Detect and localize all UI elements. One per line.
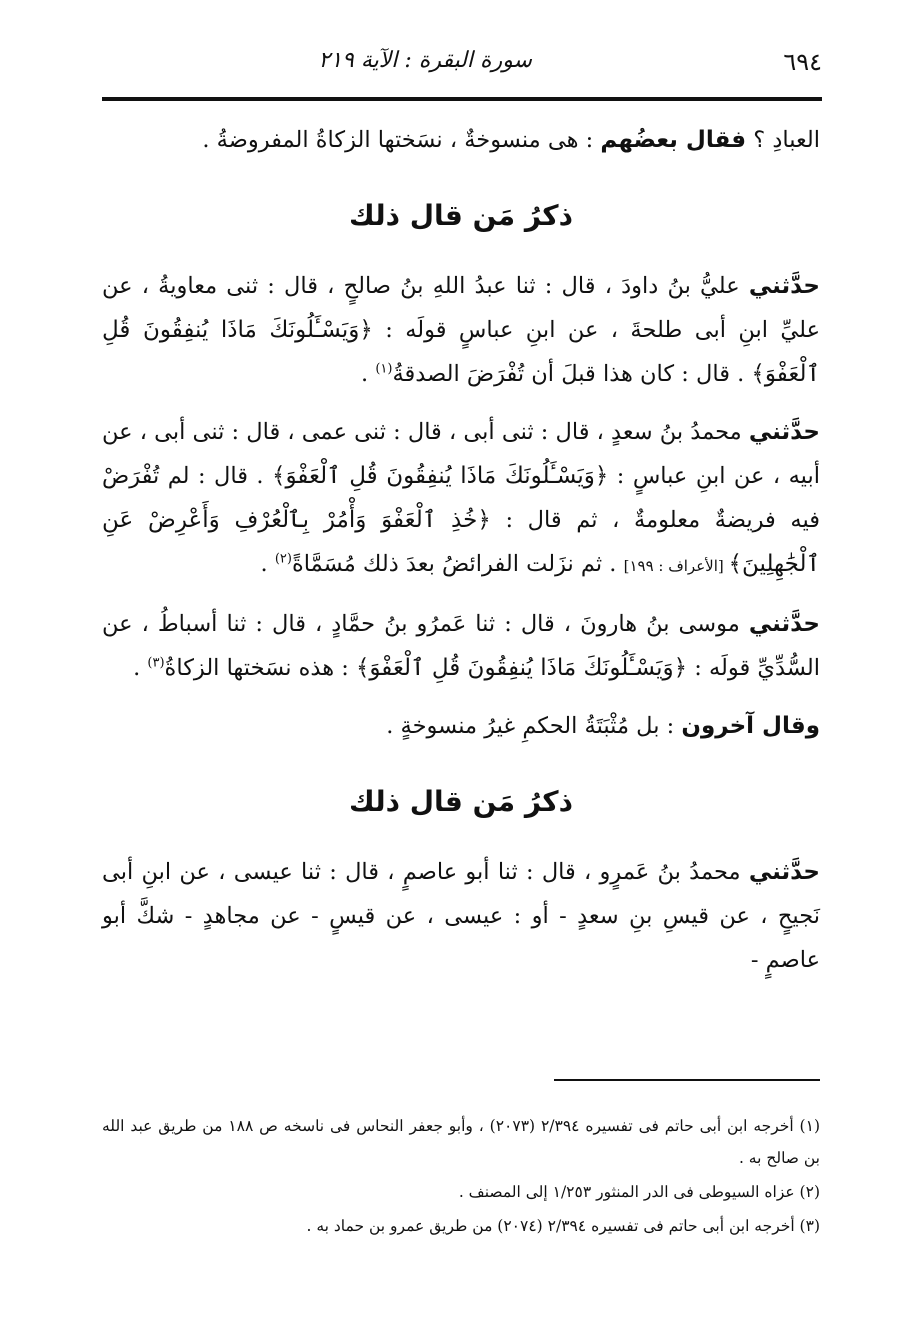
text-run: . — [133, 655, 148, 681]
text-run: . ثم نزَلت الفرائضُ بعدَ ذلك مُسَمَّاةً — [291, 551, 624, 577]
footnote-marker: (٢) — [274, 551, 292, 567]
footnote-rule — [554, 1079, 820, 1081]
main-text — [102, 118, 820, 982]
footnote-marker: (٣) — [147, 655, 165, 671]
section-heading: ذكرُ مَن قال ذلك — [349, 199, 573, 232]
text-run: : هى منسوخةٌ ، نسَختها الزكاةُ المفروضةُ . — [202, 127, 601, 153]
quran-quote: ﴿وَيَسْـَٔلُونَكَ مَاذَا يُنفِقُونَ قُلِ ٱلْعَفْوَ﴾ — [102, 317, 820, 387]
lead-phrase: حدَّثني — [748, 611, 820, 637]
text-run: محمدُ بنُ سعدٍ ، قال : ثنى أبى ، قال : ثنى عمى ، قال : ثنى أبى ، عن أبيه ، عن ابنِ عباسٍ : — [102, 419, 820, 489]
footnotes — [102, 1110, 820, 1242]
footnote-1: (١) أخرجه ابن أبى حاتم فى تفسيره ٢/٣٩٤ (٢٠٧٣) ، وأبو جعفر النحاس فى ناسخه ص ١٨٨ من طريق عبد الله بن صالح به . — [102, 1117, 820, 1167]
header-rule — [102, 97, 822, 101]
text-run: . — [260, 551, 275, 577]
lead-phrase: حدَّثني — [748, 859, 820, 885]
text-run: . قال : كان هذا قبلَ أن تُفْرَضَ الصدقةُ — [392, 361, 752, 387]
lead-phrase: فقال بعضُهم — [600, 127, 747, 153]
quran-quote: ﴿وَيَسْـَٔلُونَكَ مَاذَا يُنفِقُونَ قُلِ ٱلْعَفْوَ﴾ — [272, 463, 609, 489]
page-number: ٦٩٤ — [783, 48, 822, 76]
quran-quote: ﴿خُذِ ٱلْعَفْوَ وَأْمُرْ بِٱلْعُرْفِ وَأَعْرِضْ عَنِ ٱلْجَٰهِلِينَ﴾ — [102, 507, 820, 577]
paragraph-hadith-4 — [102, 850, 820, 982]
section-heading: ذكرُ مَن قال ذلك — [349, 785, 573, 818]
text-run: . قال : لم تُفْرَضْ فيه فريضةٌ معلومةٌ ، ثم قال : — [102, 463, 821, 533]
lead-phrase: حدَّثني — [748, 273, 820, 299]
running-title: سورة البقرة : الآية ٢١٩ — [318, 48, 532, 73]
footnote-2: (٢) عزاه السيوطى فى الدر المنثور ١/٢٥٣ إلى المصنف . — [458, 1183, 820, 1201]
paragraph-hadith-1 — [102, 264, 820, 396]
paragraph-hadith-3 — [102, 602, 820, 690]
lead-phrase: حدَّثني — [748, 419, 820, 445]
quran-quote: ﴿وَيَسْـَٔلُونَكَ مَاذَا يُنفِقُونَ قُلِ ٱلْعَفْوَ﴾ — [355, 655, 688, 681]
text-run: : هذه نسَختها الزكاةُ — [164, 655, 356, 681]
verse-reference: [الأعراف : ١٩٩] — [623, 557, 729, 575]
paragraph-hadith-2 — [102, 410, 820, 588]
paragraph-intro — [102, 118, 820, 162]
paragraph-others — [102, 704, 820, 748]
text-run: : بل مُثْبَتَةُ الحكمِ غيرُ منسوخةٍ . — [386, 713, 682, 739]
footnote-3: (٣) أخرجه ابن أبى حاتم فى تفسيره ٢/٣٩٤ (٢٠٧٤) من طريق عمرو بن حماد به . — [306, 1217, 820, 1235]
text-run: موسى بنُ هارونَ ، قال : ثنا عَمرُو بنُ حمَّادٍ ، قال : ثنا أسباطُ ، عن السُّدِّيِّ قولَه : — [102, 611, 820, 681]
footnote-marker: (١) — [375, 361, 393, 377]
lead-phrase: وقال آخرون — [681, 713, 820, 739]
page-header — [102, 40, 822, 90]
text-run: عليُّ بنُ داودَ ، قال : ثنا عبدُ اللهِ بنُ صالحٍ ، قال : ثنى معاويةُ ، عن عليِّ ابنِ أبى طلحةَ ، عن ابنِ عباسٍ قولَه : — [102, 273, 820, 343]
text-run: محمدُ بنُ عَمرٍو ، قال : ثنا أبو عاصمٍ ، قال : ثنا عيسى ، عن ابنِ أبى نَجيحٍ ، عن قيسِ بنِ سعدٍ - أو : عيسى ، عن قيسٍ - عن مجاهدٍ - شكَّ أبو عاصمٍ - — [102, 859, 820, 973]
text-run: . — [361, 361, 376, 387]
text-run: العبادِ ؟ — [746, 127, 820, 153]
